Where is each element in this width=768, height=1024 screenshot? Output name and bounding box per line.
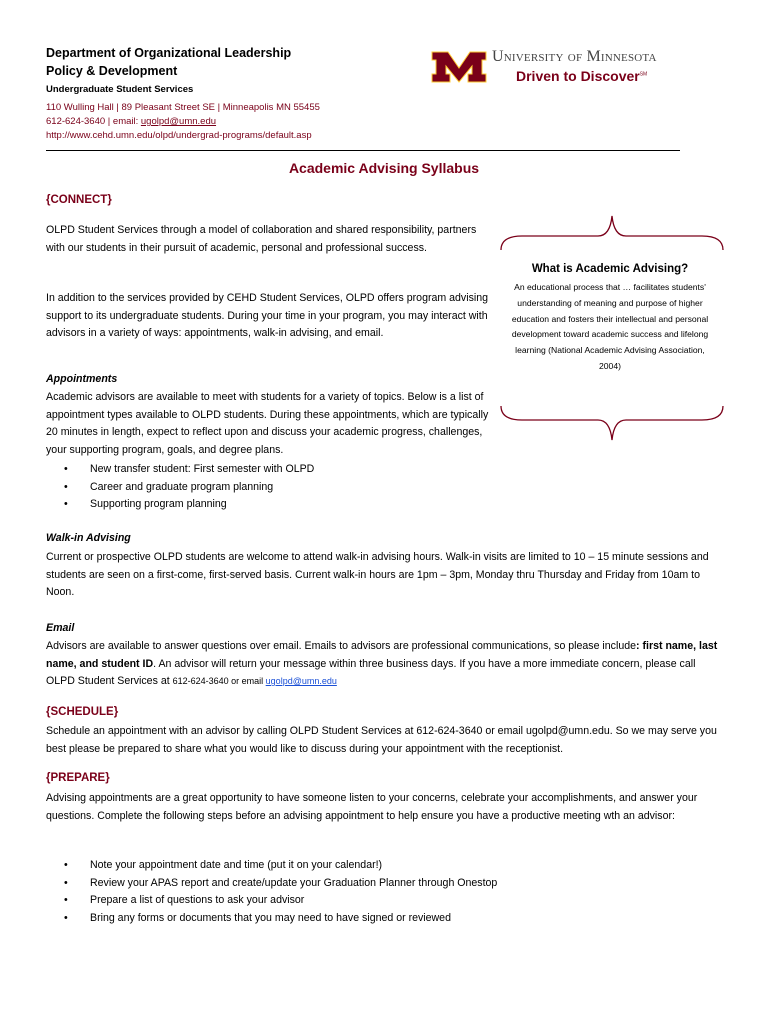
block-m-icon: [430, 48, 488, 86]
callout-title: What is Academic Advising?: [531, 263, 689, 275]
website-url[interactable]: http://www.cehd.umn.edu/olpd/undergrad-programs/default.asp: [46, 130, 312, 141]
prepare-heading: {PREPARE}: [46, 772, 110, 784]
schedule-heading: {SCHEDULE}: [46, 706, 119, 718]
unit-name: Undergraduate Student Services: [46, 84, 194, 95]
email-heading: Email: [46, 622, 75, 634]
logo-tagline: Driven to Discover℠: [516, 68, 648, 84]
phone-email: 612-624-3640 | email: ugolpd@umn.edu: [46, 116, 217, 127]
page-title: Academic Advising Syllabus: [288, 160, 480, 176]
email-body: Advisors are available to answer questions over email. Emails to advisors are professional communications, so please include: first name, last name, and student ID. An advisor will return your message within three business days. If you have a more immediate concern, please call OLPD Student Services at 612-624-3640 or email ugolpd@umn.edu: [46, 640, 718, 687]
list-item: • Prepare a list of questions to ask your advisor: [46, 892, 726, 910]
schedule-body: Schedule an appointment with an advisor by calling OLPD Student Services at 612-624-3640 or email ugolpd@umn.edu. So we may serve you best please be prepared to share what you would like to discuss during your appointment with the receptionist.: [46, 725, 717, 755]
appointment-types-list: [46, 461, 492, 514]
list-item: • Bring any forms or documents that you may need to have signed or reviewed: [46, 910, 726, 928]
email-link[interactable]: ugolpd@umn.edu: [140, 116, 217, 127]
address: 110 Wulling Hall | 89 Pleasant Street SE | Minneapolis MN 55455: [46, 102, 320, 113]
university-logo: [430, 46, 690, 88]
list-item: • Review your APAS report and create/update your Graduation Planner through Onestop: [46, 875, 726, 893]
list-item: • Supporting program planning: [46, 496, 492, 514]
list-item: • Note your appointment date and time (put it on your calendar!): [46, 857, 726, 875]
walkin-heading: Walk-in Advising: [46, 532, 131, 544]
connect-paragraph-1: OLPD Student Services through a model of collaboration and shared responsibility, partners with our students in their pursuit of academic, personal and professional success.: [46, 224, 477, 254]
contact-block: [46, 101, 320, 143]
appointments-heading: Appointments: [46, 373, 118, 385]
department-name: [46, 44, 291, 80]
callout-body: An educational process that … facilitates students' understanding of meaning and purpose of higher education and fosters their intellectual and personal development toward academic success and lifelong learning (National Academic Advising Association, 2004): [511, 282, 709, 371]
list-item: • Career and graduate program planning: [46, 479, 492, 497]
department-line-1: Department of Organizational Leadership: [46, 46, 292, 60]
header-divider: [46, 150, 680, 151]
walkin-body: Current or prospective OLPD students are welcome to attend walk-in advising hours. Walk-in visits are limited to 10 – 15 minute sessions and students are seen on a first-come, first-served basis. Current walk-in hours are 1pm – 3pm, Monday thru Thursday and Friday from 10am to Noon.: [46, 551, 709, 598]
connect-heading: {CONNECT}: [46, 194, 112, 206]
list-item: • New transfer student: First semester with OLPD: [46, 461, 492, 479]
appointments-body: Academic advisors are available to meet with students for a variety of topics. Below is a list of appointment types available to OLPD students. During these appointments, which are typically 20 minutes in length, expect to reflect upon and discuss your academic progress, challenges, your supporting program, goals, and degree plans.: [46, 391, 489, 456]
advisor-email-link[interactable]: ugolpd@umn.edu: [265, 676, 337, 686]
department-line-2: Policy & Development: [46, 64, 178, 78]
connect-paragraph-2: In addition to the services provided by CEHD Student Services, OLPD offers program advising support to its undergraduate students. During your time in your program, you may interact with advisors in a variety of ways: appointments, walk-in advising, and email.: [46, 292, 489, 339]
prepare-body: Advising appointments are a great opportunity to have someone listen to your concerns, celebrate your accomplishments, and answer your questions. Complete the following steps before an advising appointment to help ensure you have a productive meeting wth an advisor:: [46, 792, 698, 822]
prepare-steps-list: [46, 857, 726, 927]
logo-university-text: University of Minnesota: [492, 48, 657, 65]
